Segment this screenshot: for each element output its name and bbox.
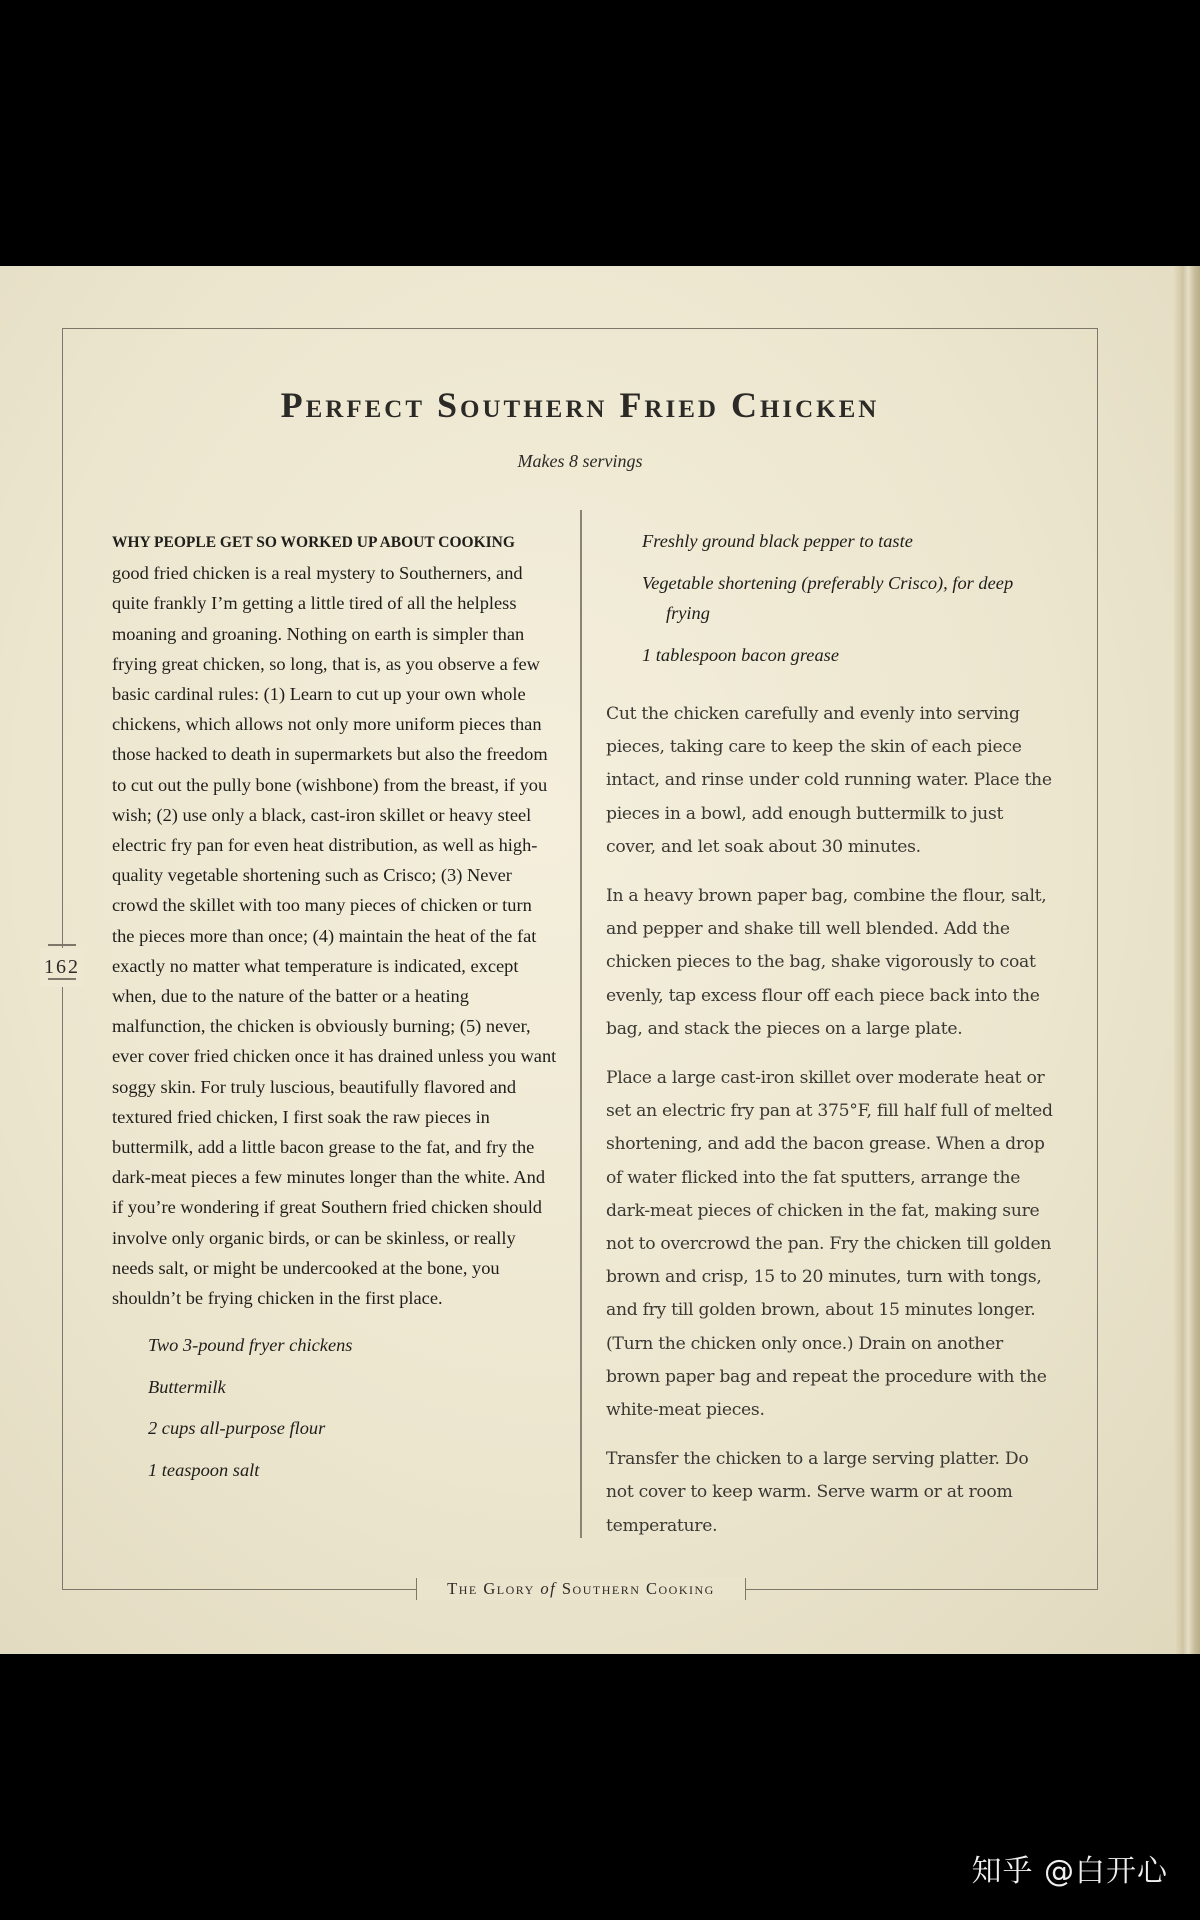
recipe-step: Cut the chicken carefully and evenly into serving pieces, taking care to keep the skin of each piece intact, and rinse under cold running water. Place the pieces in a bowl, add enough buttermilk to just cover, and let soak about 30 minutes. (606, 704, 1052, 857)
ingredient-list-left (148, 1331, 558, 1484)
ingredient-list-right (642, 526, 1058, 670)
footer-text-pre: The Glory (447, 1579, 541, 1598)
ingredient-item: Two 3-pound fryer chickens (148, 1335, 353, 1356)
ingredient-item: 2 cups all-purpose flour (148, 1418, 326, 1439)
intro-lead-caps: WHY PEOPLE GET SO WORKED UP ABOUT COOKING (112, 534, 515, 551)
running-footer (416, 1578, 746, 1600)
footer-text-of: of (540, 1579, 557, 1598)
ingredient-item: 1 tablespoon bacon grease (642, 645, 839, 665)
page-number-tick-bottom (48, 978, 76, 980)
left-column (112, 526, 558, 1497)
ingredient-item: 1 teaspoon salt (148, 1459, 260, 1480)
ingredient-item: Freshly ground black pepper to taste (642, 531, 913, 551)
recipe-step: In a heavy brown paper bag, combine the flour, salt, and pepper and shake till well blended. Add the chicken pieces to the bag, shake vigorously to coat evenly, tap excess flour off each piece back into the bag, and stack the pieces on a large plate. (606, 886, 1047, 1039)
recipe-title: Perfect Southern Fried Chicken (280, 385, 880, 425)
ingredient-item: Buttermilk (148, 1376, 226, 1397)
column-divider (580, 510, 582, 1538)
page-edge (1174, 266, 1200, 1654)
page-number: 162 (40, 948, 84, 987)
recipe-step: Place a large cast-iron skillet over moderate heat or set an electric fry pan at 375°F, fill half full of melted shortening, and add the bacon grease. When a drop of water flicked into the fat sputters, arrange the dark-meat pieces of chicken in the fat, making sure not to overcrowd the pan. Fry the chicken till golden brown and crisp, 15 to 20 minutes, turn with tongs, and fry till golden brown, about 15 minutes longer. (Turn the chicken only once.) Drain on another brown paper bag and repeat the procedure with the white-meat pieces. (606, 1068, 1053, 1421)
zhihu-watermark: 知乎 @白开心 (971, 1854, 1168, 1889)
ingredient-item: Vegetable shortening (preferably Crisco), for deep frying (642, 573, 1014, 623)
right-column (606, 526, 1058, 1559)
footer-text-post: Southern Cooking (556, 1579, 715, 1598)
intro-body: good fried chicken is a real mystery to Southerners, and quite frankly I’m getting a little tired of all the helpless moaning and groaning. Nothing on earth is simpler than frying great chicken, so long, that is, as you observe a few basic cardinal rules: (1) Learn to cut up your own whole chickens, which allows not only more uniform pieces than those hacked to death in supermarkets but also the freedom to cut out the pully bone (wishbone) from the breast, if you wish; (2) use only a black, cast-iron skillet or heavy steel electric fry pan for even heat distribution, as well as high-quality vegetable shortening such as Crisco; (3) Never crowd the skillet with too many pieces of chicken or turn the pieces more than once; (4) maintain the heat of the fat exactly no matter what temperature is indicated, except when, due to the nature of the batter or a heating malfunction, the chicken is obviously burning; (5) never, ever cover fried chicken once it has drained unless you want soggy skin. For truly luscious, beautifully flavored and textured fried chicken, I first soak the raw pieces in buttermilk, add a little bacon grease to the fat, and fry the dark-meat pieces a few minutes longer than the white. And if you’re wondering if great Southern fried chicken should involve only organic birds, or can be skinless, or really needs salt, or might be undercooked at the bone, you shouldn’t be frying chicken in the first place. (112, 563, 557, 1309)
recipe-steps (606, 698, 1058, 1543)
page-number-tick-top (48, 944, 76, 946)
recipe-intro (112, 526, 558, 1313)
recipe-servings: Makes 8 servings (517, 451, 643, 471)
book-page (0, 266, 1200, 1654)
recipe-step: Transfer the chicken to a large serving platter. Do not cover to keep warm. Serve warm or at room temperature. (606, 1449, 1029, 1536)
